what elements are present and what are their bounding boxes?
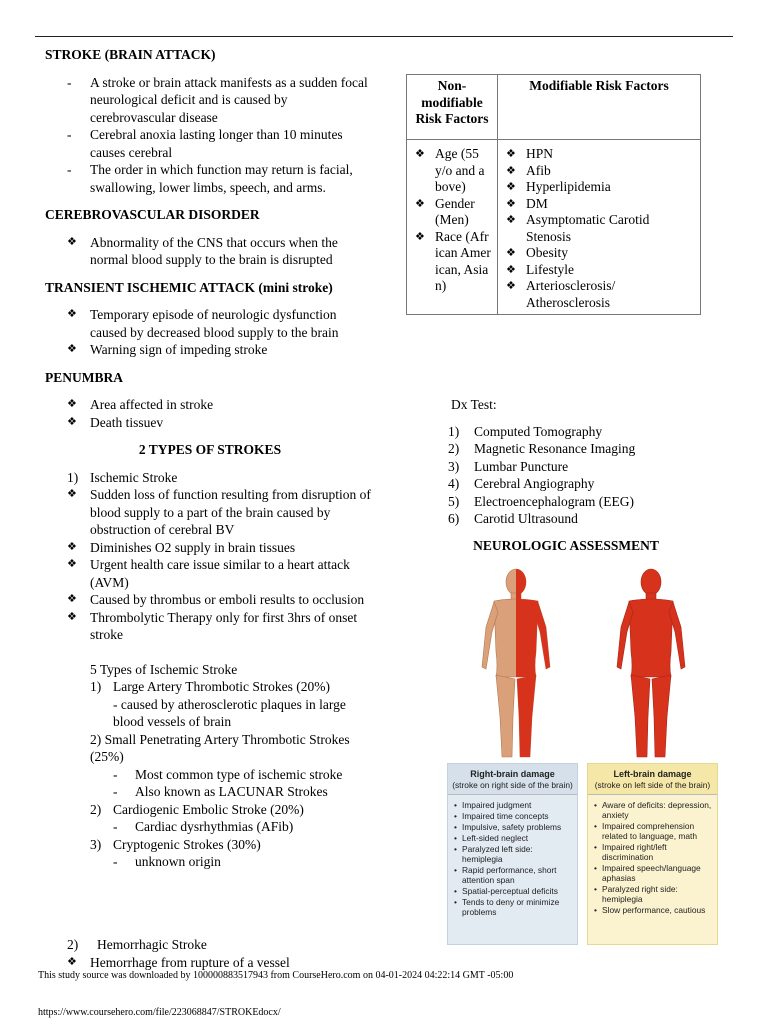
source-link[interactable]: https://www.coursehero.com/file/223068847/STROKEdocx/ bbox=[38, 1007, 281, 1018]
left-brain-title: Left-brain damage bbox=[613, 769, 692, 779]
diamond-bullet-icon: ❖ bbox=[506, 197, 516, 210]
neuro-heading: NEUROLOGIC ASSESSMENT bbox=[473, 537, 659, 553]
list-item: • Aware of deficits: depression, anxiety bbox=[592, 800, 713, 820]
list-item: • Paralyzed left side: hemiplegia bbox=[452, 844, 573, 864]
list-item: Asymptomatic Carotid Stenosis bbox=[526, 212, 650, 244]
list-item: Age (55 y/o and above) bbox=[435, 146, 485, 194]
table-header: Modifiable Risk Factors bbox=[498, 75, 701, 140]
list-item: Race (African American, Asian) bbox=[435, 228, 491, 293]
type-4 bbox=[45, 836, 375, 854]
cvd-bullets bbox=[45, 234, 375, 269]
source-note: This study source was downloaded by 100000883517943 from CourseHero.com on 04-01-2024 04:22:14 GMT -05:00 bbox=[38, 970, 514, 981]
list-item: Carotid Ultrasound bbox=[474, 511, 578, 526]
type-1-label: Large Artery Thrombotic Strokes (20%) bbox=[113, 679, 330, 694]
list-item: Sudden loss of function resulting from disruption of blood supply to a part of the brain caused by obstruction of cerebral BV bbox=[90, 487, 371, 537]
list-item: Arteriosclerosis/ Atherosclerosis bbox=[526, 278, 616, 310]
right-brain-subtitle: (stroke on right side of the brain) bbox=[452, 780, 573, 790]
left-brain-panel bbox=[587, 763, 718, 945]
hemiplegia-figures bbox=[455, 563, 720, 763]
diamond-bullet-icon: ❖ bbox=[506, 164, 516, 177]
list-item: Hemorrhage from rupture of a vessel bbox=[90, 954, 290, 970]
list-item: Magnetic Resonance Imaging bbox=[474, 441, 636, 456]
list-item: Most common type of ischemic stroke bbox=[135, 766, 343, 782]
list-item: Warning sign of impeding stroke bbox=[90, 342, 268, 357]
diamond-bullet-icon: ❖ bbox=[506, 148, 516, 160]
diamond-bullet-icon: ❖ bbox=[67, 415, 77, 428]
list-item: The order in which function may return is facial, swallowing, lower limbs, speech, and arms. bbox=[90, 162, 353, 195]
list-item: Afib bbox=[526, 162, 551, 178]
list-item: Temporary episode of neurologic dysfunction caused by decreased blood supply to the brain bbox=[90, 307, 339, 340]
types-heading: 2 TYPES OF STROKES bbox=[138, 442, 282, 457]
ischemic-label: Ischemic Stroke bbox=[90, 469, 178, 485]
diamond-bullet-icon: ❖ bbox=[506, 280, 516, 292]
list-item: DM bbox=[526, 195, 548, 211]
list-item: Urgent health care issue similar to a heart attack (AVM) bbox=[90, 557, 350, 590]
left-brain-figure bbox=[617, 569, 685, 757]
diamond-bullet-icon: ❖ bbox=[67, 610, 77, 623]
left-column: STROKE (BRAIN ATTACK) - A stroke or brain attack manifests as a sudden focal neurological deficit and is caused by cerebrovascular disease - Cerebral anoxia lasting longer than 10 minutes causes cerebral - The order in which function may return is facial, swallowing, lower limbs, speech, and arms. CEREBROVASCULAR DISORDER ❖ Abnormality of the CNS that occurs when the normal blood supply to the brain is disrupted TRANSIENT ISCHEMIC ATTACK (mini stroke) ❖ Temporary episode of neurologic dysfunction caused by decreased blood supply to the brain ❖ Warning sign of impeding stroke PENUMBRA ❖ Area affected in stroke ❖ Death tissuev 2 TYPES OF STROKES 1) Ischemic Stroke ❖ Sudden loss of function resulting from disruption of blood supply to a part of the brain caused by obstruction of cerebral BV ❖ Diminishes O2 supply in brain tissues ❖ Urgent health care issue similar to a heart attack (AVM) ❖ Caused by thrombus or emboli results to occlusion ❖ Thrombolytic Therapy only for first 3hrs of onset stroke 5 Types of Ischemic Stroke 1) Large Artery Thrombotic Strokes (20%) - caused by atherosclerotic plaques in large blood vessels of brain 2) Small Penetrating Artery Thrombotic Strokes (25%) - Most common type of ischemic stroke - Also known as LACUNAR Strokes 2) Cardiogenic Embolic Stroke (20%) - Cardiac dysrhythmias (AFib) 3) Cryptogenic Strokes (30%) - unknown origin bbox=[45, 46, 375, 871]
diamond-bullet-icon: ❖ bbox=[67, 235, 77, 248]
non-modifiable-cell bbox=[407, 140, 498, 315]
tia-heading: TRANSIENT ISCHEMIC ATTACK (mini stroke) bbox=[45, 279, 333, 295]
hemorrhagic-section bbox=[45, 936, 375, 971]
dx-list: 1) Computed Tomography 2) Magnetic Resonance Imaging 3) Lumbar Puncture 4) Cerebral Angiography 5) Electroencephalogram (EEG) 6) Carotid Ultrasound bbox=[448, 423, 636, 526]
diamond-bullet-icon: ❖ bbox=[415, 230, 425, 243]
list-item: • Slow performance, cautious bbox=[592, 905, 713, 915]
list-item: Lifestyle bbox=[526, 261, 574, 277]
list-item: • Left-sided neglect bbox=[452, 833, 573, 843]
diamond-bullet-icon: ❖ bbox=[67, 955, 77, 968]
list-item: Caused by thrombus or emboli results to occlusion bbox=[90, 592, 365, 607]
hemorrhagic-label: Hemorrhagic Stroke bbox=[97, 937, 207, 952]
list-item: Also known as LACUNAR Strokes bbox=[135, 784, 328, 799]
list-item: Obesity bbox=[526, 245, 568, 260]
list-item: unknown origin bbox=[135, 854, 221, 869]
risk-factors-table bbox=[406, 74, 701, 315]
list-item: • Impaired right/left discrimination bbox=[592, 842, 713, 862]
diamond-bullet-icon: ❖ bbox=[67, 308, 77, 320]
diamond-bullet-icon: ❖ bbox=[506, 181, 516, 193]
diamond-bullet-icon: ❖ bbox=[506, 263, 516, 276]
list-item: Lumbar Puncture bbox=[474, 458, 569, 474]
list-item: • Tends to deny or minimize problems bbox=[452, 897, 573, 917]
list-item: • Spatial-perceptual deficits bbox=[452, 886, 573, 896]
diamond-bullet-icon: ❖ bbox=[67, 558, 77, 570]
list-item: HPN bbox=[526, 146, 554, 161]
type-4-label: Cryptogenic Strokes (30%) bbox=[113, 836, 261, 852]
list-item: Death tissuev bbox=[90, 414, 164, 430]
type-3 bbox=[45, 801, 375, 819]
dx-section bbox=[448, 396, 741, 554]
list-item: Abnormality of the CNS that occurs when the normal blood supply to the brain is disrupted bbox=[90, 234, 338, 267]
list-item: Area affected in stroke bbox=[90, 397, 214, 412]
diamond-bullet-icon: ❖ bbox=[67, 398, 77, 410]
diamond-bullet-icon: ❖ bbox=[67, 540, 77, 553]
penumbra-heading: PENUMBRA bbox=[45, 369, 123, 385]
list-item: Hyperlipidemia bbox=[526, 179, 611, 194]
diamond-bullet-icon: ❖ bbox=[415, 197, 425, 210]
list-item: Electroencephalogram (EEG) bbox=[474, 493, 635, 509]
right-brain-figure bbox=[482, 569, 550, 757]
table-header: Non-modifiable Risk Factors bbox=[407, 75, 498, 140]
diamond-bullet-icon: ❖ bbox=[67, 488, 77, 500]
list-item: • Paralyzed right side: hemiplegia bbox=[592, 884, 713, 904]
list-number: 2) bbox=[90, 801, 102, 817]
diamond-bullet-icon: ❖ bbox=[506, 214, 516, 226]
type-1-note: - caused by atherosclerotic plaques in large blood vessels of brain bbox=[113, 696, 346, 729]
list-item: Cerebral anoxia lasting longer than 10 minutes causes cerebral bbox=[90, 127, 343, 160]
list-item: Diminishes O2 supply in brain tissues bbox=[90, 539, 296, 555]
tia-bullets bbox=[45, 306, 375, 359]
penumbra-bullets bbox=[45, 396, 375, 431]
diamond-bullet-icon: ❖ bbox=[415, 148, 425, 160]
list-item: Thrombolytic Therapy only for first 3hrs of onset stroke bbox=[90, 609, 358, 642]
list-item: Computed Tomography bbox=[474, 423, 603, 439]
ischemic-list bbox=[45, 469, 375, 644]
list-item: • Impulsive, safety problems bbox=[452, 822, 573, 832]
modifiable-cell bbox=[498, 140, 701, 315]
list-item: Cerebral Angiography bbox=[474, 476, 595, 491]
type-2-label: 2) Small Penetrating Artery Thrombotic Strokes (25%) bbox=[90, 731, 350, 764]
hemorrhagic-item bbox=[45, 936, 375, 954]
top-rule bbox=[35, 36, 733, 37]
list-number: 1) bbox=[67, 469, 79, 485]
list-item: • Impaired judgment bbox=[452, 800, 573, 810]
dx-title: Dx Test: bbox=[451, 397, 497, 412]
list-number: 2) bbox=[67, 937, 79, 952]
list-item: Cardiac dysrhythmias (AFib) bbox=[135, 819, 294, 834]
left-brain-subtitle: (stroke on left side of the brain) bbox=[594, 780, 711, 790]
list-item: • Impaired time concepts bbox=[452, 811, 573, 821]
right-brain-list bbox=[448, 795, 577, 917]
diamond-bullet-icon: ❖ bbox=[67, 343, 77, 355]
stroke-bullets: - A stroke or brain attack manifests as a sudden focal neurological deficit and is caused by cerebrovascular disease - Cerebral anoxia lasting longer than 10 minutes causes cerebral - The order in which function may return is facial, swallowing, lower limbs, speech, and arms. bbox=[67, 74, 368, 195]
right-brain-title: Right-brain damage bbox=[470, 769, 555, 779]
five-types-title: 5 Types of Ischemic Stroke bbox=[90, 661, 238, 677]
diamond-bullet-icon: ❖ bbox=[506, 247, 516, 259]
left-brain-list bbox=[588, 795, 717, 915]
type-3-label: Cardiogenic Embolic Stroke (20%) bbox=[113, 801, 304, 817]
list-number: 1) bbox=[90, 679, 102, 694]
list-number: 3) bbox=[90, 836, 102, 852]
cvd-heading: CEREBROVASCULAR DISORDER bbox=[45, 207, 260, 222]
list-item: Gender (Men) bbox=[435, 195, 475, 227]
stroke-heading: STROKE (BRAIN ATTACK) bbox=[45, 47, 216, 62]
type-1 bbox=[45, 678, 375, 696]
list-item: • Impaired comprehension related to language, math bbox=[592, 821, 713, 841]
diamond-bullet-icon: ❖ bbox=[67, 593, 77, 605]
right-brain-panel bbox=[447, 763, 578, 945]
list-item: • Impaired speech/language aphasias bbox=[592, 863, 713, 883]
list-item: A stroke or brain attack manifests as a sudden focal neurological deficit and is caused by cerebrovascular disease bbox=[90, 74, 368, 125]
list-item: • Rapid performance, short attention span bbox=[452, 865, 573, 885]
